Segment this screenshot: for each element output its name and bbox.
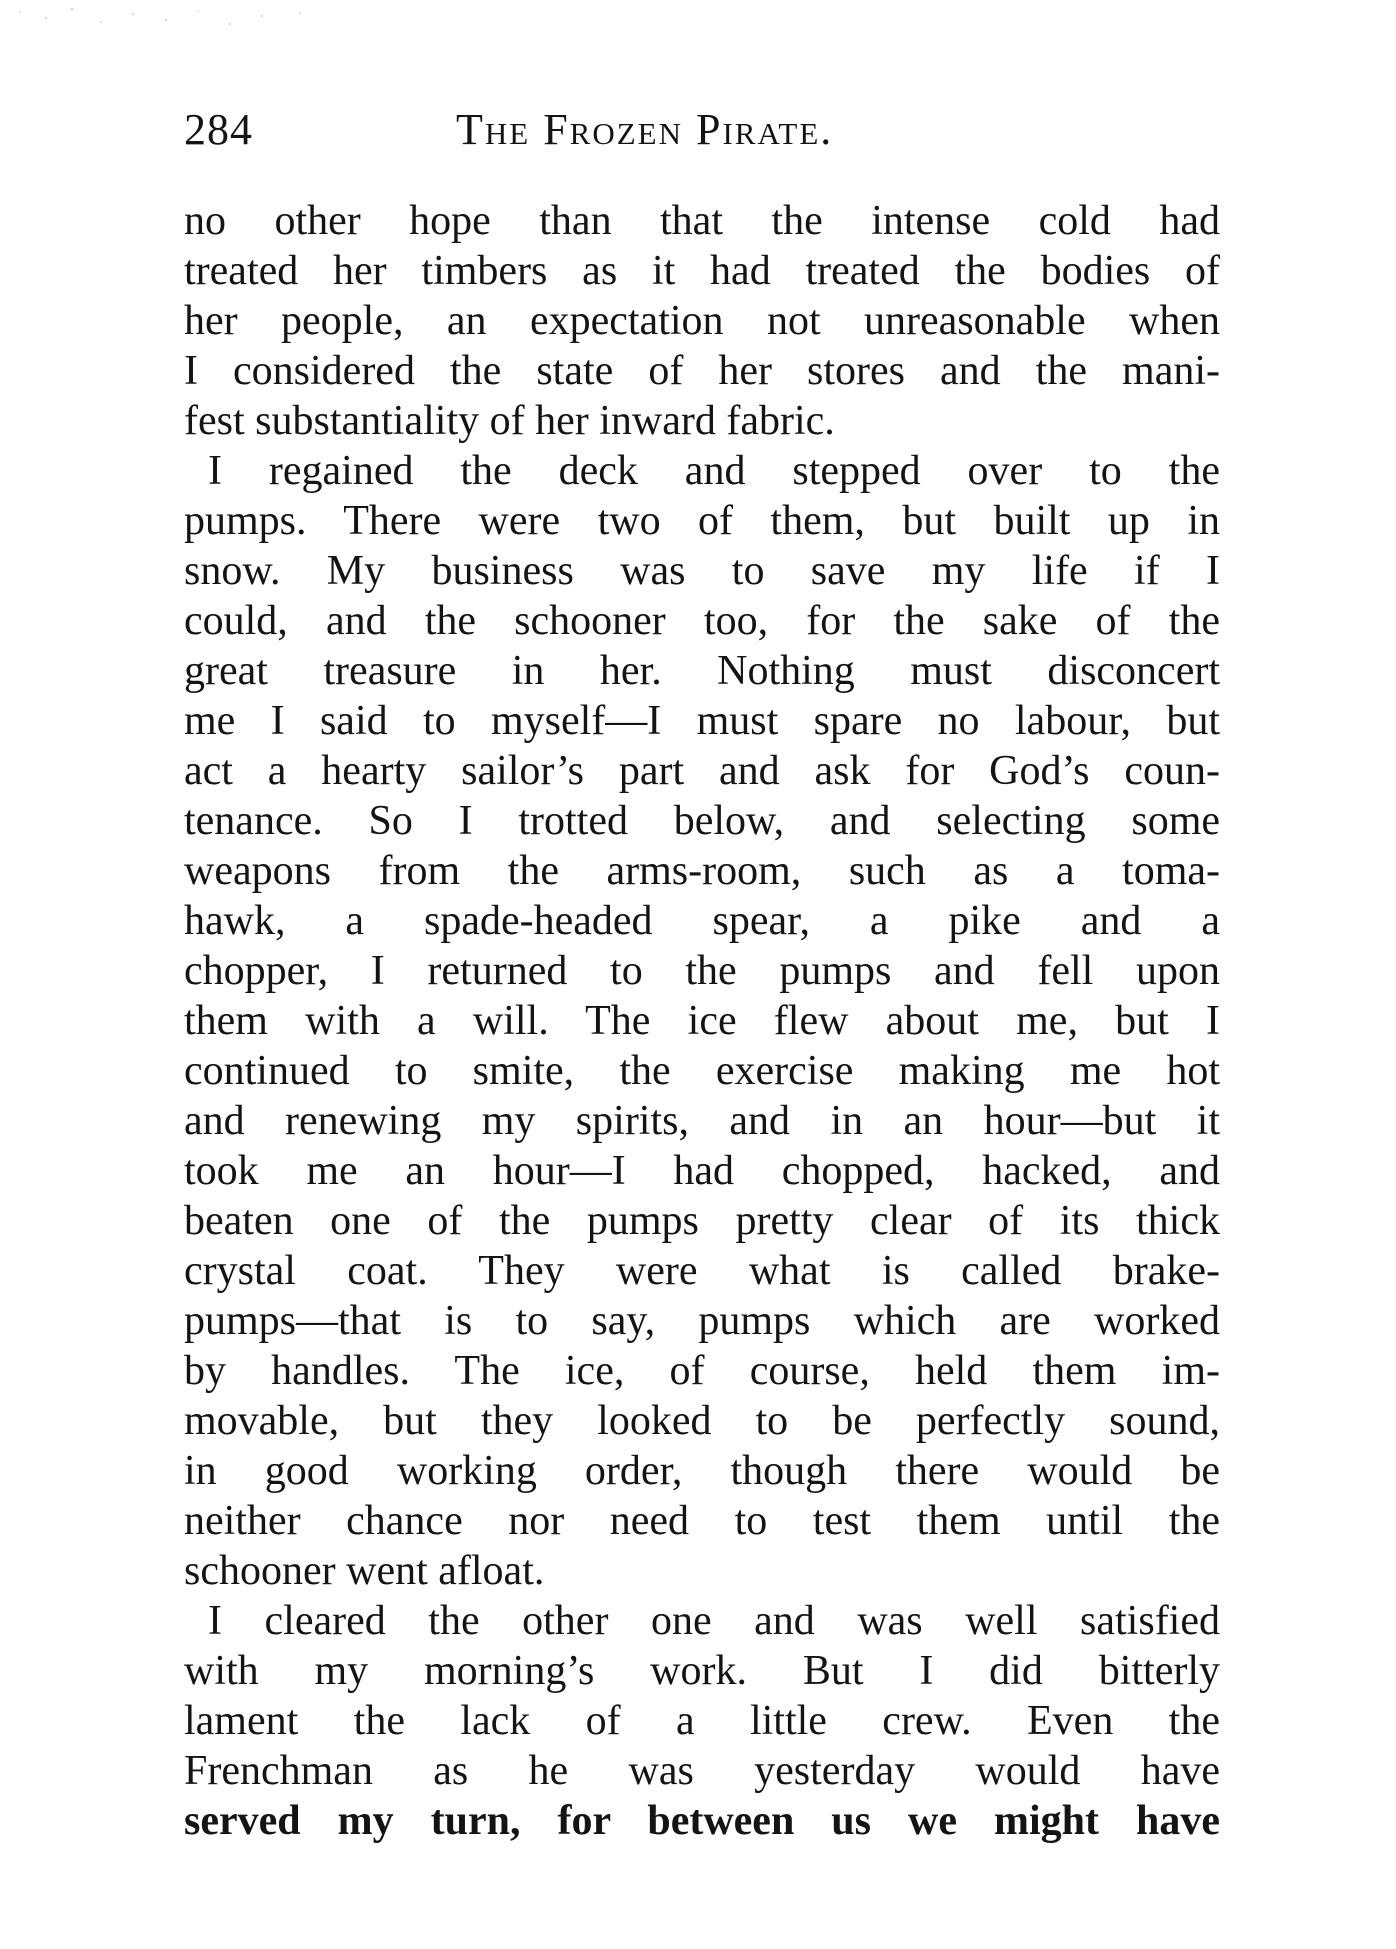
text-line: treated her timbers as it had treated the bodies of (184, 248, 1220, 294)
body-text (184, 196, 1220, 1846)
paper-specks (0, 0, 330, 60)
text-line: them with a will. The ice flew about me, but I (184, 998, 1220, 1044)
text-line: took me an hour—I had chopped, hacked, and (184, 1148, 1220, 1194)
text-line: served my turn, for between us we might have (184, 1798, 1220, 1844)
text-line: with my morning’s work. But I did bitterly (184, 1648, 1220, 1694)
text-line: crystal coat. They were what is called brake- (184, 1248, 1220, 1294)
text-line: and renewing my spirits, and in an hour—but it (184, 1098, 1220, 1144)
text-line: schooner went afloat. (184, 1548, 545, 1594)
text-line: great treasure in her. Nothing must disconcert (184, 648, 1220, 694)
text-line: could, and the schooner too, for the sake of the (184, 598, 1220, 644)
text-line: lament the lack of a little crew. Even the (184, 1698, 1220, 1744)
text-line: beaten one of the pumps pretty clear of its thick (184, 1198, 1220, 1244)
text-line: weapons from the arms-room, such as a toma- (184, 848, 1220, 894)
text-line: snow. My business was to save my life if I (184, 548, 1220, 594)
text-line: hawk, a spade-headed spear, a pike and a (184, 898, 1220, 944)
text-line: tenance. So I trotted below, and selecting some (184, 798, 1220, 844)
text-line: no other hope than that the intense cold had (184, 198, 1220, 244)
text-line: her people, an expectation not unreasonable when (184, 298, 1220, 344)
text-line: pumps. There were two of them, but built up in (184, 498, 1220, 544)
text-line: pumps—that is to say, pumps which are worked (184, 1298, 1220, 1344)
text-line: movable, but they looked to be perfectly sound, (184, 1398, 1220, 1444)
text-line: by handles. The ice, of course, held them im- (184, 1348, 1220, 1394)
text-line: neither chance nor need to test them until the (184, 1498, 1220, 1544)
text-line: chopper, I returned to the pumps and fell upon (184, 948, 1220, 994)
text-line: fest substantiality of her inward fabric. (184, 398, 835, 444)
text-line: in good working order, though there would be (184, 1448, 1220, 1494)
text-line: me I said to myself—I must spare no labour, but (184, 698, 1220, 744)
running-title: The Frozen Pirate. (456, 105, 834, 154)
text-line: I regained the deck and stepped over to the (208, 448, 1220, 494)
text-line: I considered the state of her stores and the mani- (184, 348, 1220, 394)
text-line: continued to smite, the exercise making me hot (184, 1048, 1220, 1094)
text-line: I cleared the other one and was well satisfied (208, 1598, 1220, 1644)
text-line: Frenchman as he was yesterday would have (184, 1748, 1220, 1794)
text-line: act a hearty sailor’s part and ask for God’s coun- (184, 748, 1220, 794)
page-number: 284 (184, 105, 253, 154)
page-header (184, 104, 1220, 164)
